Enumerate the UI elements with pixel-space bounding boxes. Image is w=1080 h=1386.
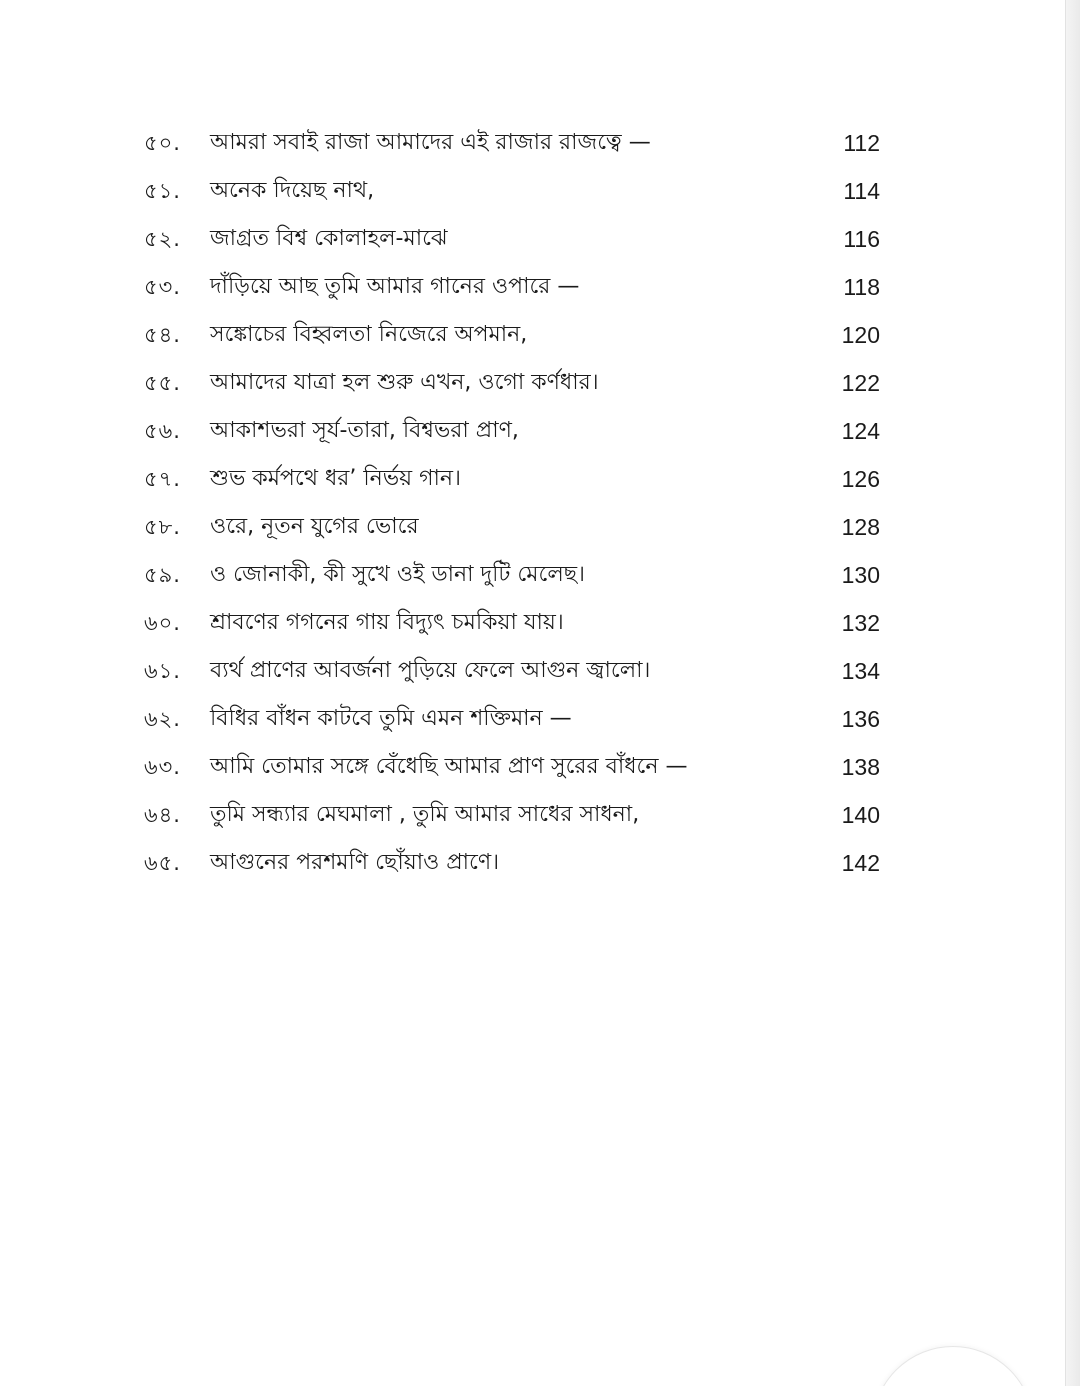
- toc-entry-number: ৬০.: [144, 611, 181, 635]
- toc-entry-page: 120: [841, 322, 880, 348]
- table-of-contents: [0, 120, 1080, 888]
- toc-entry-page: 112: [843, 130, 880, 156]
- toc-entry: [0, 408, 1080, 456]
- toc-entry-number: ৬১.: [144, 659, 181, 683]
- toc-entry-page: 132: [841, 610, 880, 636]
- toc-entry-page: 136: [841, 706, 880, 732]
- toc-entry-number: ৬৩.: [144, 755, 181, 779]
- toc-entry: [0, 264, 1080, 312]
- toc-entry-number: ৫১.: [144, 179, 181, 203]
- page-edge-shadow: [1065, 0, 1080, 1386]
- toc-entry-title: বিধির বাঁধন কাটবে তুমি এমন শক্তিমান —: [210, 706, 572, 731]
- page-turn-corner[interactable]: [872, 1346, 1034, 1386]
- toc-entry: [0, 168, 1080, 216]
- toc-entry-page: 116: [843, 226, 880, 252]
- toc-entry-page: 118: [843, 274, 880, 300]
- toc-entry-number: ৫৪.: [144, 323, 181, 347]
- toc-entry: [0, 696, 1080, 744]
- toc-entry-page: 128: [841, 514, 880, 540]
- toc-entry: [0, 552, 1080, 600]
- toc-entry-number: ৫০.: [144, 131, 181, 155]
- toc-entry: [0, 792, 1080, 840]
- toc-entry-page: 140: [841, 802, 880, 828]
- toc-entry: [0, 456, 1080, 504]
- toc-entry: [0, 744, 1080, 792]
- toc-entry-number: ৫৭.: [144, 467, 181, 491]
- toc-entry-number: ৬৪.: [144, 803, 181, 827]
- toc-entry-number: ৫৩.: [144, 275, 181, 299]
- toc-entry: [0, 312, 1080, 360]
- toc-entry-number: ৫৬.: [144, 419, 181, 443]
- toc-entry-number: ৫৯.: [144, 563, 181, 587]
- toc-entry-title: আমাদের যাত্রা হল শুরু এখন, ওগো কর্ণধার।: [210, 370, 599, 395]
- toc-entry-page: 126: [841, 466, 880, 492]
- toc-entry-page: 122: [841, 370, 880, 396]
- toc-entry-title: তুমি সন্ধ্যার মেঘমালা , তুমি আমার সাধের সাধনা,: [210, 802, 640, 827]
- toc-entry-title: ও জোনাকী, কী সুখে ওই ডানা দুটি মেলেছ।: [210, 562, 585, 587]
- toc-entry-title: সঙ্কোচের বিহ্বলতা নিজেরে অপমান,: [210, 322, 528, 347]
- toc-entry: [0, 504, 1080, 552]
- toc-entry-number: ৬২.: [144, 707, 181, 731]
- toc-entry-page: 130: [841, 562, 880, 588]
- toc-entry-title: আকাশভরা সূর্য-তারা, বিশ্বভরা প্রাণ,: [210, 418, 519, 443]
- toc-entry: [0, 360, 1080, 408]
- toc-entry-title: শুভ কর্মপথে ধর’ নির্ভয় গান।: [210, 466, 461, 491]
- toc-entry-title: অনেক দিয়েছ নাথ,: [210, 178, 375, 203]
- toc-entry-number: ৫২.: [144, 227, 181, 251]
- toc-entry-title: দাঁড়িয়ে আছ তুমি আমার গানের ওপারে —: [210, 274, 580, 299]
- toc-entry-number: ৬৫.: [144, 851, 181, 875]
- toc-entry-title: আমি তোমার সঙ্গে বেঁধেছি আমার প্রাণ সুরের বাঁধনে —: [210, 754, 688, 779]
- toc-entry: [0, 648, 1080, 696]
- toc-entry-page: 134: [841, 658, 880, 684]
- toc-entry-title: আগুনের পরশমণি ছোঁয়াও প্রাণে।: [210, 850, 500, 875]
- toc-entry: [0, 120, 1080, 168]
- toc-entry-page: 124: [841, 418, 880, 444]
- toc-entry-title: শ্রাবণের গগনের গায় বিদ্যুৎ চমকিয়া যায়।: [210, 610, 564, 635]
- toc-entry: [0, 840, 1080, 888]
- toc-entry-number: ৫৮.: [144, 515, 181, 539]
- toc-entry-number: ৫৫.: [144, 371, 181, 395]
- toc-entry: [0, 216, 1080, 264]
- toc-entry-title: ওরে, নূতন যুগের ভোরে: [210, 514, 419, 539]
- toc-entry-title: আমরা সবাই রাজা আমাদের এই রাজার রাজত্বে —: [210, 130, 651, 155]
- toc-entry-page: 142: [841, 850, 880, 876]
- toc-entry: [0, 600, 1080, 648]
- toc-entry-page: 114: [843, 178, 880, 204]
- toc-entry-title: ব্যর্থ প্রাণের আবর্জনা পুড়িয়ে ফেলে আগুন জ্বালো।: [210, 658, 651, 683]
- toc-entry-title: জাগ্রত বিশ্ব কোলাহল-মাঝে: [210, 226, 448, 251]
- toc-entry-page: 138: [841, 754, 880, 780]
